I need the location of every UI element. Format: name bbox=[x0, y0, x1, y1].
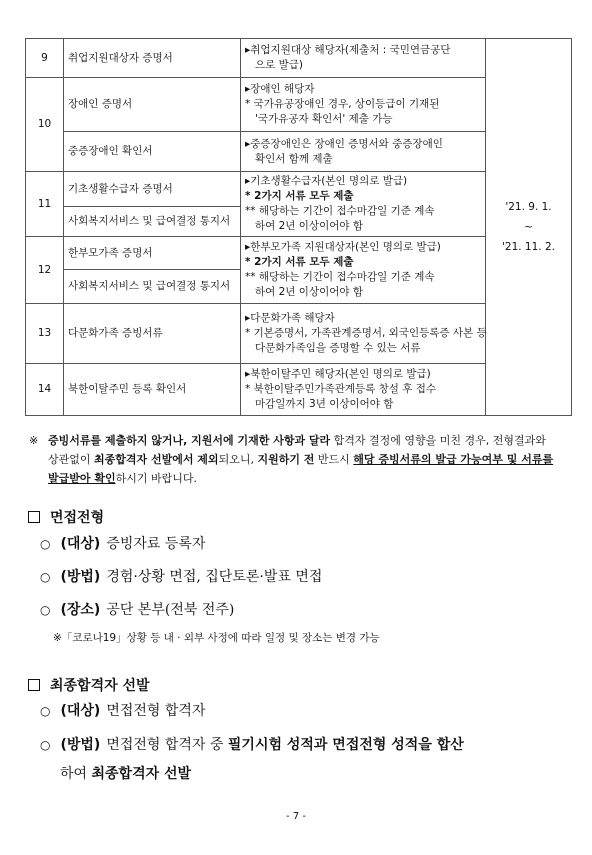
reference-mark: ※ bbox=[29, 434, 39, 447]
document-name: 기초생활수급자 증명서 bbox=[64, 172, 241, 207]
table-row-9 bbox=[26, 39, 572, 78]
note-line: 으로 발급) bbox=[255, 59, 304, 71]
note-line: * 기본증명서, 가족관계증명서, 외국인등록증 사본 등 bbox=[245, 327, 487, 339]
note-line: ▸취업지원대상 해당자(제출처 : 국민연금공단 bbox=[245, 44, 451, 56]
footnote-text: 지원하기 전 bbox=[257, 453, 315, 466]
requirement-notes bbox=[241, 304, 486, 364]
circle-bullet-icon: ○ bbox=[40, 738, 51, 752]
footnote-warning bbox=[29, 431, 559, 488]
item-label: (방법) bbox=[60, 737, 101, 753]
note-line: ** 해당하는 기간이 접수마감일 기준 계속 bbox=[245, 205, 435, 217]
circle-bullet-icon: ○ bbox=[40, 570, 51, 584]
note-line: * 2가지 서류 모두 제출 bbox=[245, 256, 354, 268]
note-line: * 북한이탈주민가족관계등록 창설 후 접수 bbox=[245, 383, 437, 395]
section-heading-final bbox=[28, 675, 150, 695]
date-end: '21. 11. 2. bbox=[502, 241, 555, 253]
item-label: (방법) bbox=[60, 569, 101, 585]
document-name: 사회복지서비스 및 급여결정 통지서 bbox=[64, 270, 241, 304]
footnote-text: 반드시 bbox=[314, 453, 354, 466]
item-label: (대상) bbox=[60, 703, 101, 719]
document-name: 중증장애인 확인서 bbox=[64, 132, 241, 172]
interview-target-item bbox=[40, 533, 205, 555]
interview-method-item bbox=[40, 566, 322, 588]
note-line: 하여 2년 이상이어야 함 bbox=[255, 220, 363, 232]
document-requirements-table bbox=[25, 38, 572, 416]
checkbox-square-icon bbox=[28, 679, 40, 691]
note-line: ** 해당하는 기간이 접수마감일 기준 계속 bbox=[245, 271, 435, 283]
row-number: 14 bbox=[26, 364, 64, 416]
requirement-notes bbox=[241, 172, 486, 237]
section-heading-interview bbox=[28, 507, 104, 527]
interview-place-item bbox=[40, 599, 234, 621]
footnote-body bbox=[29, 431, 559, 488]
note-line: * 국가유공장애인 경우, 상이등급이 기재된 bbox=[245, 98, 440, 110]
date-separator: ~ bbox=[524, 221, 533, 233]
note-line: ▸북한이탈주민 해당자(본인 명의로 발급) bbox=[245, 368, 431, 380]
footnote-text: 하시기 바랍니다. bbox=[115, 472, 197, 485]
final-method-continuation bbox=[60, 763, 191, 783]
note-line: 하여 2년 이상이어야 함 bbox=[255, 286, 363, 298]
note-line: 다문화가족임을 증명할 수 있는 서류 bbox=[255, 342, 421, 354]
document-name: 북한이탈주민 등록 확인서 bbox=[64, 364, 241, 416]
circle-bullet-icon: ○ bbox=[40, 603, 51, 617]
item-label: (대상) bbox=[60, 536, 101, 552]
requirement-notes bbox=[241, 364, 486, 416]
document-name: 장애인 증명서 bbox=[64, 78, 241, 132]
item-value: 면접전형 합격자 bbox=[106, 703, 206, 719]
note-line: 마감일까지 3년 이상이어야 함 bbox=[255, 398, 394, 410]
circle-bullet-icon: ○ bbox=[40, 704, 51, 718]
item-value: 하여 bbox=[60, 766, 92, 782]
note-line: 확인서 함께 제출 bbox=[255, 152, 333, 165]
section-title: 면접전형 bbox=[50, 510, 105, 526]
item-value-bold: 최종합격자 선발 bbox=[91, 766, 192, 782]
page-number: - 7 - bbox=[286, 811, 306, 822]
document-name: 다문화가족 증빙서류 bbox=[64, 304, 241, 364]
row-number: 9 bbox=[26, 39, 64, 78]
requirement-notes bbox=[241, 132, 486, 172]
footnote-text: 해당 증빙서류의 발급 가능여부 및 서류를 발급받아 확인 bbox=[48, 453, 554, 485]
item-value: 경험·상황 면접, 집단토론·발표 면접 bbox=[106, 569, 323, 585]
section-title: 최종합격자 선발 bbox=[50, 678, 150, 694]
document-name: 사회복지서비스 및 급여결정 통지서 bbox=[64, 207, 241, 237]
note-line: ▸한부모가족 지원대상자(본인 명의로 발급) bbox=[245, 241, 441, 253]
requirement-notes bbox=[241, 78, 486, 132]
note-line: * 2가지 서류 모두 제출 bbox=[245, 190, 354, 202]
interview-note: ※「코로나19」상황 등 내 · 외부 사정에 따라 일정 및 장소는 변경 가능 bbox=[53, 632, 380, 644]
item-value: 증빙자료 등록자 bbox=[106, 536, 206, 552]
final-target-item bbox=[40, 700, 205, 722]
date-cell bbox=[486, 39, 572, 416]
checkbox-square-icon bbox=[28, 511, 40, 523]
row-number: 10 bbox=[26, 78, 64, 172]
footnote-text: 합격자 결정에 영향을 미친 경우, 전형결과와 상관없이 bbox=[48, 434, 546, 466]
final-method-item bbox=[40, 734, 464, 756]
circle-bullet-icon: ○ bbox=[40, 537, 51, 551]
note-line: ▸장애인 해당자 bbox=[245, 83, 315, 95]
date-start: '21. 9. 1. bbox=[505, 201, 552, 213]
document-name: 한부모가족 증명서 bbox=[64, 237, 241, 270]
item-label: (장소) bbox=[60, 602, 101, 618]
requirement-notes bbox=[241, 237, 486, 304]
date-range bbox=[490, 197, 567, 257]
row-number: 13 bbox=[26, 304, 64, 364]
note-line: '국가유공자 확인서' 제출 가능 bbox=[255, 113, 393, 125]
document-name: 취업지원대상자 증명서 bbox=[64, 39, 241, 78]
requirement-notes bbox=[241, 39, 486, 78]
row-number: 11 bbox=[26, 172, 64, 237]
item-value: 공단 본부(전북 전주) bbox=[106, 602, 235, 618]
row-number: 12 bbox=[26, 237, 64, 304]
item-value-bold: 필기시험 성적과 면접전형 성적을 합산 bbox=[227, 737, 464, 753]
item-value: 면접전형 합격자 중 bbox=[106, 737, 228, 753]
note-line: ▸기초생활수급자(본인 명의로 발급) bbox=[245, 175, 408, 187]
note-line: ▸중증장애인은 장애인 증명서와 중증장애인 bbox=[245, 137, 443, 150]
footnote-text: 증빙서류를 제출하지 않거나, 지원서에 기재한 사항과 달라 bbox=[48, 434, 331, 447]
note-line: ▸다문화가족 해당자 bbox=[245, 312, 335, 324]
footnote-text: 되오니, bbox=[218, 453, 258, 466]
footnote-text: 최종합격자 선발에서 제외 bbox=[94, 453, 219, 466]
